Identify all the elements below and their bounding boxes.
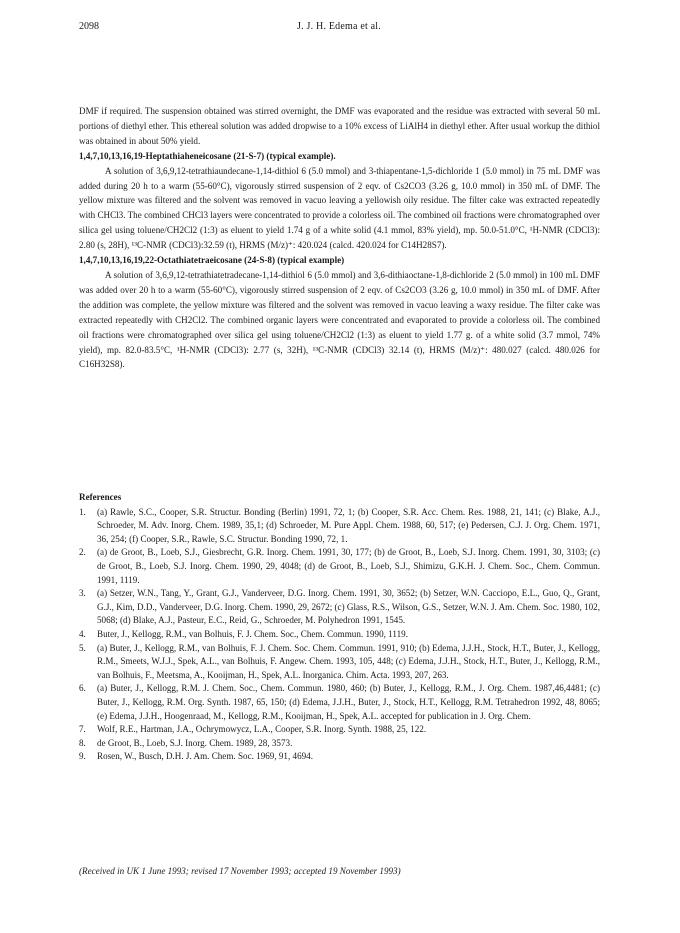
reference-text: de Groot, B., Loeb, S.J. Inorg. Chem. 1989, 28, 3573.: [97, 737, 293, 748]
reference-item: [79, 750, 600, 764]
reference-item: [79, 506, 600, 547]
article-body: [79, 104, 600, 372]
reference-number: 1.: [79, 506, 86, 517]
reference-text: (a) Rawle, S.C., Cooper, S.R. Structur. Bonding (Berlin) 1991, 72, 1; (b) Cooper, S.R. Acc. Chem. Res. 1988, 21, 141; (c) Blake, A.J., Schroeder, M. Adv. Inorg. Chem. 1989, 35,1; (d) Schroeder, M. Pure Appl. Chem. 1988, 60, 517; (e) Pedersen, C.J. J. Org. Chem. 1971, 36, 254; (f) Cooper, S.R., Rawle, S.C. Structur. Bonding 1990, 72, 1.: [97, 506, 600, 544]
references-section: [79, 491, 600, 764]
reference-text: Buter, J., Kellogg, R.M., van Bolhuis, F. J. Chem. Soc., Chem. Commun. 1990, 1119.: [97, 628, 408, 639]
reference-item: [79, 587, 600, 628]
reference-text: Wolf, R.E., Hartman, J.A., Ochrymowycz, L.A., Cooper, S.R. Inorg. Synth. 1988, 25, 122.: [97, 724, 427, 735]
heading-octathia: 1,4,7,10,13,16,19,22-Octathiatetraeicosane (24-S-8) (typical example): [79, 255, 345, 266]
reference-number: 5.: [79, 642, 86, 653]
reference-item: [79, 642, 600, 683]
running-head: J. J. H. Edema et al.: [297, 21, 381, 32]
reference-text: Rosen, W., Busch, D.H. J. Am. Chem. Soc. 1969, 91, 4694.: [97, 751, 313, 762]
page-number: 2098: [79, 21, 99, 32]
reference-number: 6.: [79, 683, 86, 694]
reference-text: (a) Buter, J., Kellogg, R.M. J. Chem. Soc., Chem. Commun. 1980, 460; (b) Buter, J., Kellogg, R.M., J. Org. Chem. 1987,46,4481; (c) Buter, J., Kellogg, R.M. Org. Synth. 1987, 65, 150; (d) Edema, J.J.H., Buter, J., Stock, H.T., Kellogg, R.M. Tetrahedron 1992, 48, 8065; (e) Edema, J.J.H., Hoogenraad, M., Kellogg, R.M., Kooijman, H., Spek, A.L. accepted for publication in J. Org. Chem.: [97, 683, 600, 721]
reference-number: 7.: [79, 724, 86, 735]
paragraph-dithiol-prep: DMF if required. The suspension obtained was stirred overnight, the DMF was evaporated and the residue was extracted with several 50 mL portions of diethyl ether. This ethereal solution was added dropwise to a 10% excess of LiAlH4 in diethyl ether. After usual workup the dithiol was obtained in about 50% yield.: [79, 106, 600, 146]
references-list: [79, 506, 600, 764]
heading-heptathia: 1,4,7,10,13,16,19-Heptathiaheneicosane (21-S-7) (typical example).: [79, 150, 336, 161]
reference-text: (a) Setzer, W.N., Tang, Y., Grant, G.J., Vanderveer, D.G. Inorg. Chem. 1991, 30, 3652; (b) Setzer, W.N. Cacciopo, E.L., Guo, Q., Grant, G.J., Kim, D.D., Vanderveer, D.G. Inorg. Chem. 1990, 29, 2672; (c) Glass, R.S., Wilson, G.S., Setzer, W.N. J. Am. Chem. Soc. 1980, 102, 5068; (d) Blake, A.J., Pasteur, E.C., Reid, G., Schroeder, M. Polyhedron 1991, 1545.: [97, 588, 600, 626]
paragraph-heptathia-procedure: A solution of 3,6,9,12-tetrathiaundecane-1,14-dithiol 6 (5.0 mmol) and 3-thiapentane-1,5-dichloride 1 (5.0 mmol) in 75 mL DMF was added during 20 h to a warm (55-60°C), vigorously stirred suspension of 2 eqv. of Cs2CO3 (3.26 g, 10.0 mmol) in 350 mL of DMF. The yellow mixture was filtered and the solvent was removed in vacuo leaving a yellowish oily residue. The filter cake was extracted repeatedly with CHCl3. The combined CHCl3 layers were concentrated to provide a colorless oil. The combined oil fractions were chromatographed over silica gel using toluene/CH2Cl2 (1:3) as eluent to yield 1.74 g of a white solid (4.1 mmol, 83% yield), mp. 50.0-51.0°C, ¹H-NMR (CDCl3): 2.80 (s, 28H), ¹³C-NMR (CDCl3):32.59 (t), HRMS (M/z)⁺: 420.024 (calcd. 420.024 for C14H28S7).: [79, 165, 600, 251]
reference-number: 9.: [79, 751, 86, 762]
reference-number: 2.: [79, 547, 86, 558]
reference-item: [79, 628, 600, 642]
reference-item: [79, 682, 600, 723]
reference-item: [79, 737, 600, 751]
reference-text: (a) de Groot, B., Loeb, S.J., Giesbrecht, G.R. Inorg. Chem. 1991, 30, 177; (b) de Groot, B., Loeb, S.J. Inorg. Chem. 1991, 30, 3103; (c) de Groot, B., Loeb, S.J. Inorg. Chem. 1990, 29, 4048; (d) de Groot, B., Loeb, S.J., Shimizu, G.K.H. J. Chem. Soc., Chem. Commun. 1991, 1119.: [97, 547, 600, 585]
received-dates: (Received in UK 1 June 1993; revised 17 November 1993; accepted 19 November 1993): [79, 866, 401, 876]
reference-number: 3.: [79, 588, 86, 599]
reference-number: 4.: [79, 628, 86, 639]
reference-item: [79, 723, 600, 737]
page-header: [79, 21, 599, 35]
reference-text: (a) Buter, J., Kellogg, R.M., van Bolhuis, F. J. Chem. Soc. Chem. Commun. 1991, 910; (b) Edema, J.J.H., Stock, H.T., Buter, J., Kellogg, R.M., Smeets, W.J.J., Spek, A.L., van Bolhuis, F. Angew. Chem. 1993, 105, 448; (c) Edema, J.J.H., Stock, H.T., Buter, J., Kellogg, R.M., van Bolhuis, F., Meetsma, A., Kooijman, H., Spek, A.L. Inorganica. Chim. Acta. 1993, 207, 263.: [97, 642, 600, 680]
references-title: References: [79, 492, 122, 502]
paragraph-octathia-procedure: A solution of 3,6,9,12-tetrathiatetradecane-1,14-dithiol 6 (5.0 mmol) and 3,6-dithiaoctane-1,8-dichloride 2 (5.0 mmol) in 100 mL DMF was added over 20 h to a warm (55-60°C), vigorously stirred suspension of 2 eqv. of Cs2CO3 (3.26 g, 10.0 mmol) in 350 mL of DMF. After the addition was complete, the yellow mixture was filtered and the solvent was removed in vacuo leaving a waxy residue. The filter cake was extracted repeatedly with CH2Cl2. The combined organic layers were concentrated and evaporated to provide a colorless oil. The combined oil fractions were chromatographed over silica gel using toluene/CH2Cl2 (1:3) as eluent to yield 1.77 g. of a white solid (3.7 mmol, 74% yield), mp. 82.0-83.5°C, ¹H-NMR (CDCl3): 2.77 (s, 32H), ¹³C-NMR (CDCl3) 32.14 (t), HRMS (M/z)⁺: 480.027 (calcd. 480.026 for C16H32S8).: [79, 269, 600, 370]
reference-item: [79, 546, 600, 587]
reference-number: 8.: [79, 737, 86, 748]
